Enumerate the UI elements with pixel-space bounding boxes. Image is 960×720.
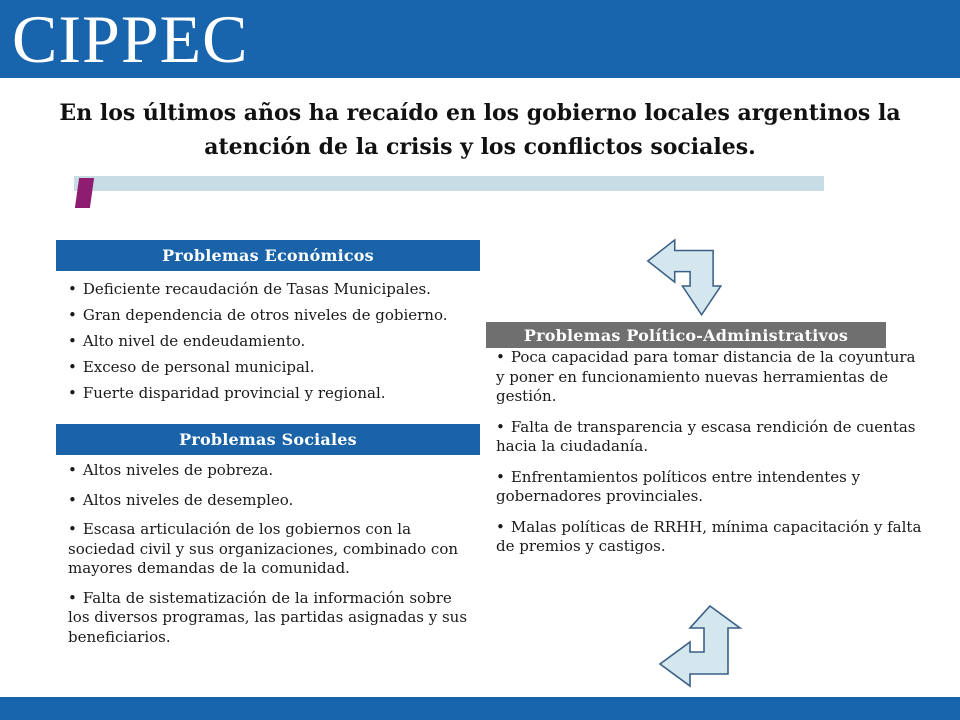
- list-item: • Exceso de personal municipal.: [68, 358, 315, 376]
- bullet-icon: •: [68, 358, 77, 376]
- list-item: • Escasa articulación de los gobiernos con la sociedad civil y sus organizaciones, combinado con mayores demandas de la comunidad.: [68, 520, 459, 577]
- page-title: [40, 96, 920, 164]
- list-item: • Falta de sistematización de la información sobre los diversos programas, las partidas asignadas y sus beneficiarios.: [68, 588, 468, 646]
- bent-arrow-up-left-icon: [658, 602, 744, 690]
- bullet-icon: •: [68, 520, 77, 538]
- bullet-icon: •: [68, 384, 77, 402]
- social-problems-header: Problemas Sociales: [56, 424, 480, 455]
- bullet-icon: •: [496, 417, 505, 436]
- accent-bar: [74, 176, 824, 191]
- list-item: • Poca capacidad para tomar distancia de la coyuntura y poner en funcionamiento nuevas herramientas de gestión.: [496, 348, 916, 405]
- list-item: • Gran dependencia de otros niveles de gobierno.: [68, 306, 448, 324]
- list-item: • Enfrentamientos políticos entre intendentes y gobernadores provinciales.: [496, 467, 861, 505]
- bullet-icon: •: [496, 467, 505, 486]
- bullet-icon: •: [68, 461, 77, 479]
- list-item: • Malas políticas de RRHH, mínima capacitación y falta de premios y castigos.: [496, 517, 922, 555]
- list-item: • Alto nivel de endeudamiento.: [68, 332, 306, 350]
- bottom-banner: [0, 697, 960, 720]
- list-item: • Falta de transparencia y escasa rendición de cuentas hacia la ciudadanía.: [496, 417, 916, 455]
- bullet-icon: •: [68, 490, 77, 509]
- top-banner: [0, 0, 960, 78]
- list-item: • Deficiente recaudación de Tasas Municipales.: [68, 280, 431, 298]
- bullet-icon: •: [68, 588, 77, 607]
- economic-problems-list: [68, 278, 488, 408]
- list-item: • Altos niveles de desempleo.: [68, 490, 294, 509]
- bullet-icon: •: [496, 517, 505, 536]
- list-item: • Altos niveles de pobreza.: [68, 461, 274, 479]
- bullet-icon: •: [496, 348, 505, 366]
- accent-slash: [75, 178, 94, 208]
- bullet-icon: •: [68, 332, 77, 350]
- list-item: • Fuerte disparidad provincial y regional.: [68, 384, 386, 402]
- title-line-1: En los últimos años ha recaído en los gobierno locales argentinos la: [59, 100, 901, 126]
- political-problems-header: Problemas Político-Administrativos: [486, 322, 886, 348]
- economic-problems-header: Problemas Económicos: [56, 240, 480, 271]
- cippec-logo: CIPPEC: [12, 1, 249, 77]
- bent-arrow-down-right-icon: [644, 238, 722, 322]
- social-problems-list: [68, 461, 468, 657]
- bullet-icon: •: [68, 280, 77, 298]
- bullet-icon: •: [68, 306, 77, 324]
- political-problems-list: [496, 348, 926, 568]
- title-line-2: atención de la crisis y los conflictos sociales.: [204, 134, 756, 160]
